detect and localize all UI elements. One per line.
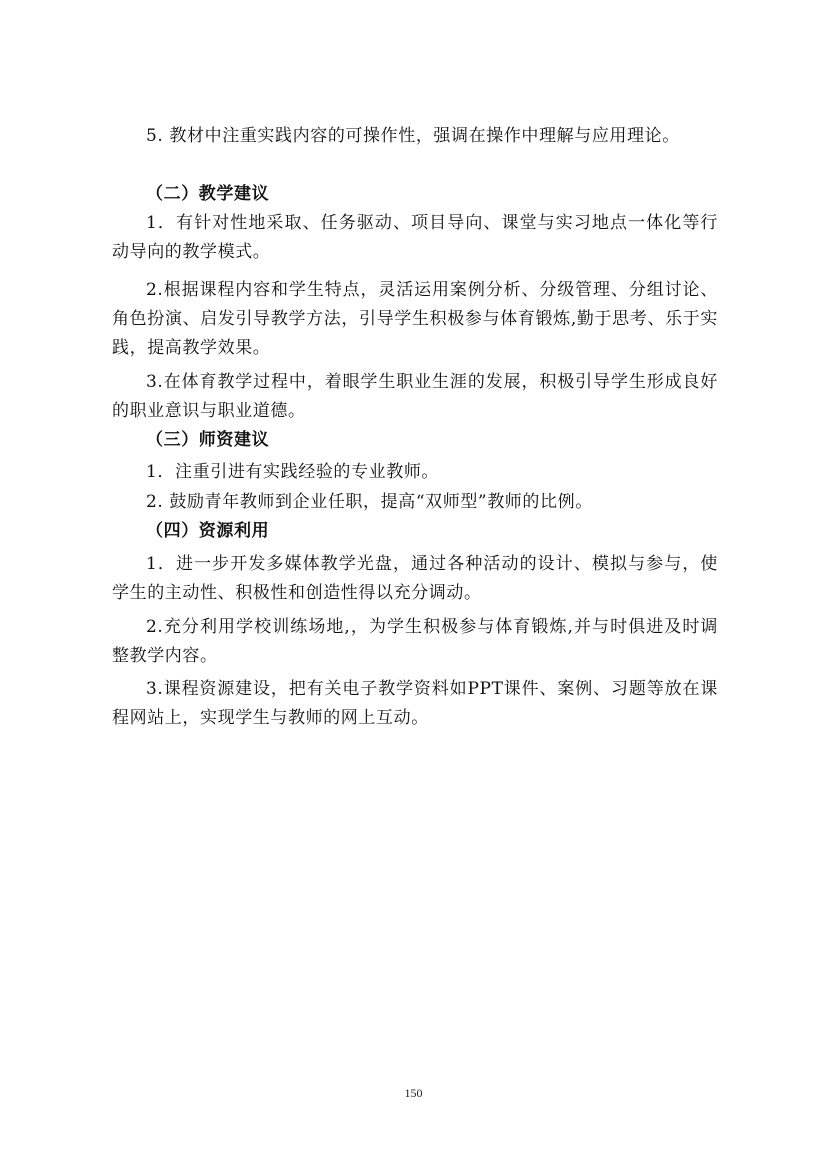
paragraph-resource-2: 2.充分利用学校训练场地,，为学生积极参与体育锻炼,并与时俱进及时调整教学内容。 (112, 617, 718, 666)
heading-faculty-suggestions: （三）师资建议 (146, 430, 270, 450)
heading-teaching-suggestions: （二）教学建议 (146, 184, 270, 204)
heading-resource-use: （四）资源利用 (146, 521, 270, 541)
paragraph-faculty-2: 2. 鼓励青年教师到企业任职，提高“双师型”教师的比例。 (146, 492, 593, 512)
page-number: 150 (404, 1086, 423, 1100)
paragraph-teaching-2: 2.根据课程内容和学生特点，灵活运用案例分析、分级管理、分组讨论、角色扮演、启发引导教学方法，引导学生积极参与体育锻炼,勤于思考、乐于实践，提高教学效果。 (112, 280, 718, 358)
paragraph-faculty-1: 1．注重引进有实践经验的专业教师。 (146, 462, 440, 482)
paragraph-teaching-3: 3.在体育教学过程中，着眼学生职业生涯的发展，积极引导学生形成良好的职业意识与职业道德。 (112, 372, 718, 421)
paragraph-teaching-1: 1．有针对性地采取、任务驱动、项目导向、课堂与实习地点一体化等行动导向的教学模式。 (112, 213, 718, 262)
paragraph-textbook-practice: 5. 教材中注重实践内容的可操作性，强调在操作中理解与应用理论。 (146, 126, 680, 146)
paragraph-resource-3: 3.课程资源建设，把有关电子教学资料如PPT课件、案例、习题等放在课程网站上，实现学生与教师的网上互动。 (112, 679, 718, 728)
paragraph-resource-1: 1．进一步开发多媒体教学光盘，通过各种活动的设计、模拟与参与，使学生的主动性、积极性和创造性得以充分调动。 (112, 554, 718, 603)
